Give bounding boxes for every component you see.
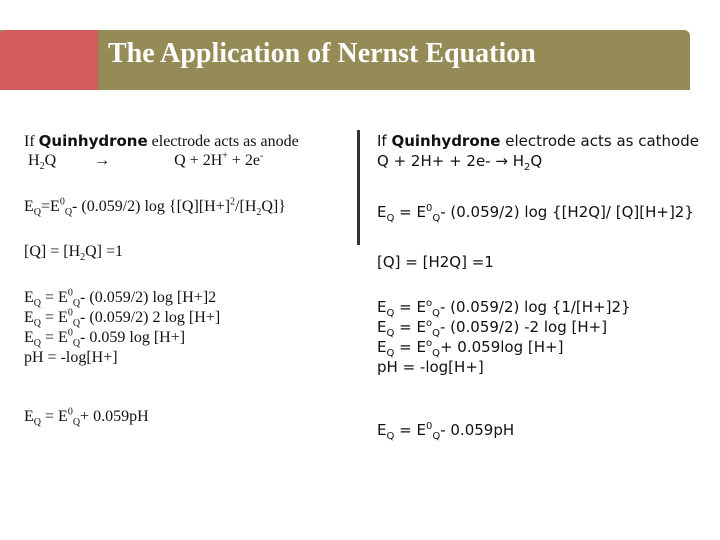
page-title: The Application of Nernst Equation — [108, 38, 536, 69]
title-accent — [0, 30, 98, 90]
left-nernst-equation: $E_Q=E^0_Q-$ (0.059/2) $\log \{[Q][H+]^2/[H_2Q]\}$ — [24, 196, 286, 219]
left-anode-intro: If Quinhydrone electrode acts as anode $H_2Q \to Q + 2H^+ + 2e^-$ — [24, 132, 299, 173]
left-result: $E_Q = E^0_Q+ 0.059pH$ — [24, 406, 149, 429]
right-result: $E_Q = E^0_Q-$ 0.059pH — [377, 421, 515, 442]
right-derivation: $E_Q = E^o_Q-$ (0.059/2) log {1/[H+]2} $E_Q = E^o_Q-$ (0.059/2) -2 log [H+] $E_Q = E^o_Q+ 0.059\log$ [H+] pH = -log[H+] — [377, 298, 631, 376]
left-concentration: $[Q] = [H_2Q] =1$ — [24, 243, 124, 264]
right-nernst-equation: $E_Q = E^0_Q-$ (0.059/2) log {[H2Q]/ [Q][H+]2} — [377, 203, 694, 224]
left-derivation: $E_Q = E^0_Q-$ (0.059/2) log [H+]2 $E_Q = E^0_Q-$ (0.059/2) 2 log [H+] $E_Q = E^0_Q-$ 0.059 log [H+] pH = -log[H+] — [24, 287, 221, 366]
column-divider — [357, 130, 360, 245]
right-concentration: [Q] = [H2Q] =1 — [377, 253, 494, 271]
right-cathode-intro: If Quinhydrone electrode acts as cathode $Q + 2H+ + 2e- \to H_2Q$ — [377, 132, 699, 173]
